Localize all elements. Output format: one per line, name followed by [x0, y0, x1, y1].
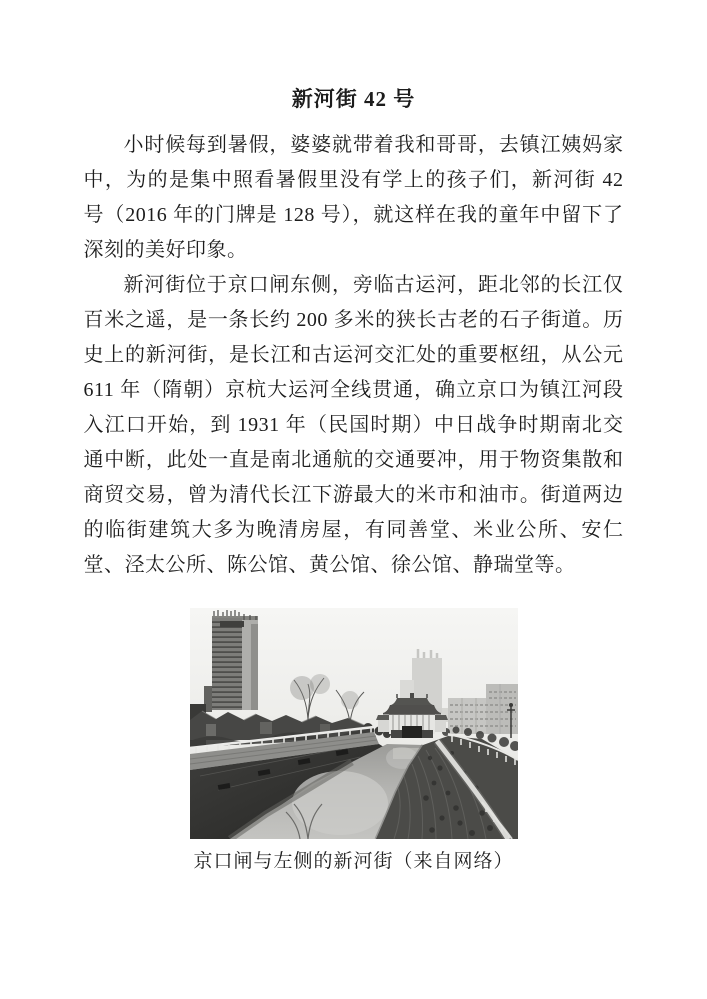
- paragraph-2: 新河街位于京口闸东侧，旁临古运河，距北邻的长江仅百米之遥，是一条长约 200 多米的狭长古老的石子街道。历史上的新河街，是长江和古运河交汇处的重要枢纽，从公元 611 年（隋朝）京杭大运河全线贯通，确立京口为镇江河段入江口开始，到 1931 年（民国时期）中日战争时期南北交通中断，此处一直是南北通航的交通要冲，用于物资集散和商贸交易，曾为清代长江下游最大的米市和油市。街道两边的临街建筑大多为晚清房屋，有同善堂、米业公所、安仁堂、泾太公所、陈公馆、黄公馆、徐公馆、静瑞堂等。: [83, 274, 624, 576]
- paragraph-1: 小时候每到暑假，婆婆就带着我和哥哥，去镇江姨妈家中，为的是集中照看暑假里没有学上的孩子们，新河街 42 号（2016 年的门牌是 128 号），就这样在我的童年中留下了深刻的美好印象。: [83, 134, 624, 261]
- photo-caption: 京口闸与左侧的新河街（来自网络）: [193, 851, 514, 872]
- document-title: 新河街 42 号: [291, 87, 416, 111]
- canal-photo: [190, 608, 518, 839]
- figure: [0, 608, 707, 874]
- canal-photo-art: [190, 608, 518, 839]
